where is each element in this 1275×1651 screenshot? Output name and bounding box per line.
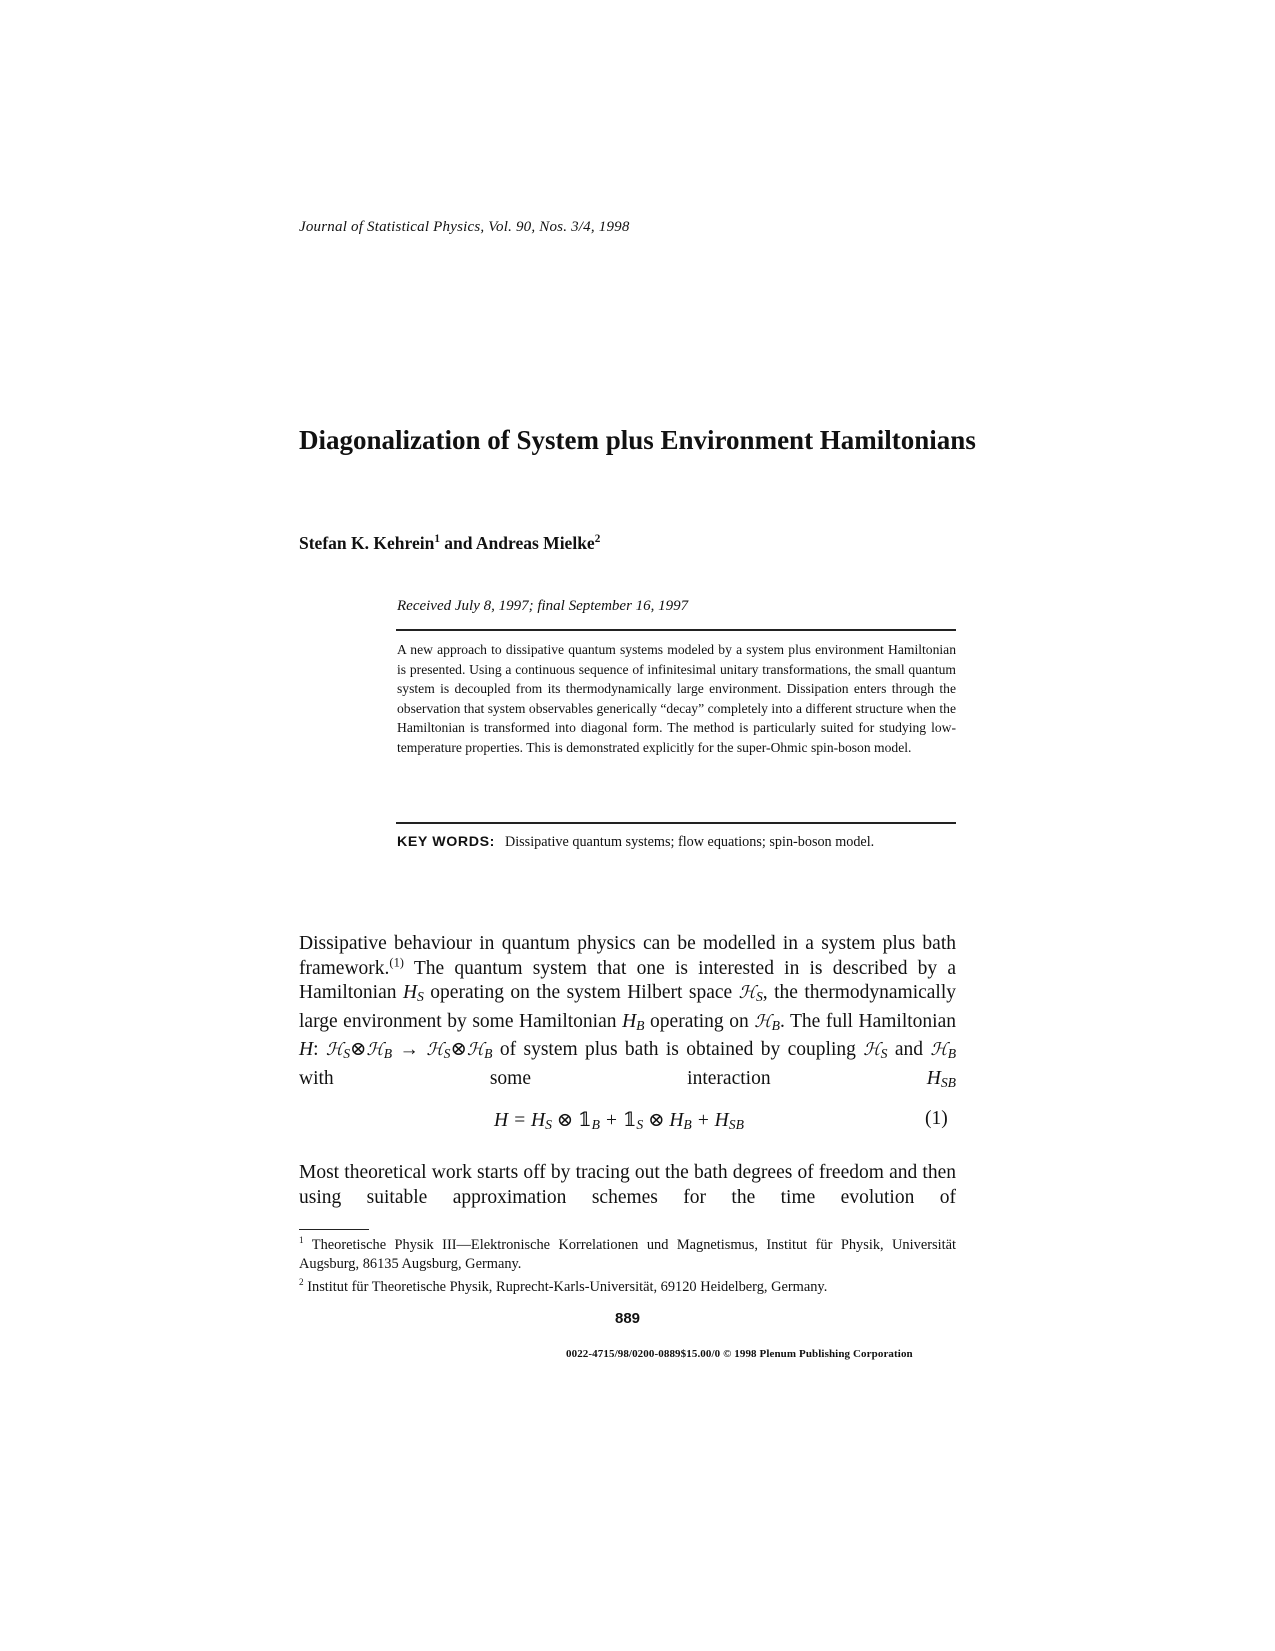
para1-text-5: operating on xyxy=(644,1010,755,1032)
author-1-mark: 1 xyxy=(434,533,440,546)
para1-text-1: Dissipative behaviour in quantum physics can be modelled in a system plus bath framework. xyxy=(299,933,956,979)
abstract-top-rule xyxy=(396,629,956,631)
footnote-1-mark: 1 xyxy=(299,1235,304,1246)
keywords-label: KEY WORDS: xyxy=(397,834,495,850)
footnote-2 xyxy=(299,1278,956,1297)
journal-header: Journal of Statistical Physics, Vol. 90, Nos. 3/4, 1998 xyxy=(299,219,630,235)
footnote-1 xyxy=(299,1236,956,1274)
para1-text-6: . The full Hamiltonian xyxy=(779,1010,956,1032)
page-number: 889 xyxy=(615,1310,641,1327)
footnote-rule xyxy=(299,1229,369,1230)
body-paragraph-2: Most theoretical work starts off by tracing out the bath degrees of freedom and then using suitable approximation schemes for the time evolution of xyxy=(299,1162,956,1208)
para1-text-2: The quantum system that one is interested in is described by a Hamiltonian xyxy=(299,957,956,1003)
para1-text-8: and xyxy=(887,1039,931,1060)
author-and: and xyxy=(444,533,473,553)
received-date: Received July 8, 1997; final September 16, 1997 xyxy=(397,598,689,614)
abstract: A new approach to dissipative quantum systems modeled by a system plus environment Hamiltonian is presented. Using a continuous sequence of infinitesimal unitary transformations, the small quantum system is decoupled from its thermodynamically large environment. Dissipation enters through the observation that system observables generically “decay” completely into a different structure when the Hamiltonian is transformed into diagonal form. The method is particularly suited for studying low-temperature properties. This is demonstrated explicitly for the super-Ohmic spin-boson model. xyxy=(397,642,956,755)
author-line xyxy=(299,533,600,554)
keywords xyxy=(397,833,956,852)
para1-text-3: operating on the system Hilbert space xyxy=(423,982,739,1003)
reference-1: (1) xyxy=(389,955,404,969)
paper-title: Diagonalization of System plus Environment Hamiltonians xyxy=(299,425,976,455)
copyright-line: 0022-4715/98/0200-0889$15.00/0 © 1998 Plenum Publishing Corporation xyxy=(566,1348,913,1360)
footnote-1-text: Theoretische Physik III—Elektronische Korrelationen und Magnetismus, Institut für Physik, Universität Augsburg, 86135 Augsburg, Germany. xyxy=(299,1237,956,1272)
equation-number: (1) xyxy=(925,1108,948,1129)
abstract-bottom-rule xyxy=(396,822,956,824)
author-2: Andreas Mielke xyxy=(475,533,595,553)
para1-text-4: , the thermodynamically large environment by some Hamiltonian xyxy=(299,982,957,1032)
body-paragraph-1: Dissipative behaviour in quantum physics can be modelled in a system plus bath framework.$^{(1)}$ The quantum system that one is interested in is described by a Hamiltonian $H_S$ operating on the system Hilbert space ℋ$_S$, the thermodynamically large environment by some Hamiltonian $H_B$ operating on ℋ$_B$. The full Hamiltonian H: ℋ$_S$⊗ℋ$_B$ → ℋ$_S$⊗ℋ$_B$ of system plus bath is obtained by coupling ℋ$_S$ and ℋ$_B$ with some interaction $H_{SB}$ xyxy=(299,933,957,1090)
footnote-2-mark: 2 xyxy=(299,1277,304,1288)
para1-text-9: with some interaction xyxy=(299,1067,927,1089)
keywords-text: Dissipative quantum systems; flow equations; spin-boson model. xyxy=(504,834,875,850)
equation-1: $H = H_S$ ⊗ $𝟙_B$ + $𝟙_S$ ⊗ $H_B + H_{SB}$ xyxy=(494,1110,744,1132)
author-1: Stefan K. Kehrein xyxy=(299,533,435,553)
footnote-2-text: Institut für Theoretische Physik, Ruprecht-Karls-Universität, 69120 Heidelberg, Germany. xyxy=(307,1279,828,1295)
author-2-mark: 2 xyxy=(594,533,601,546)
para1-text-7: of system plus bath is obtained by coupling xyxy=(492,1039,864,1060)
